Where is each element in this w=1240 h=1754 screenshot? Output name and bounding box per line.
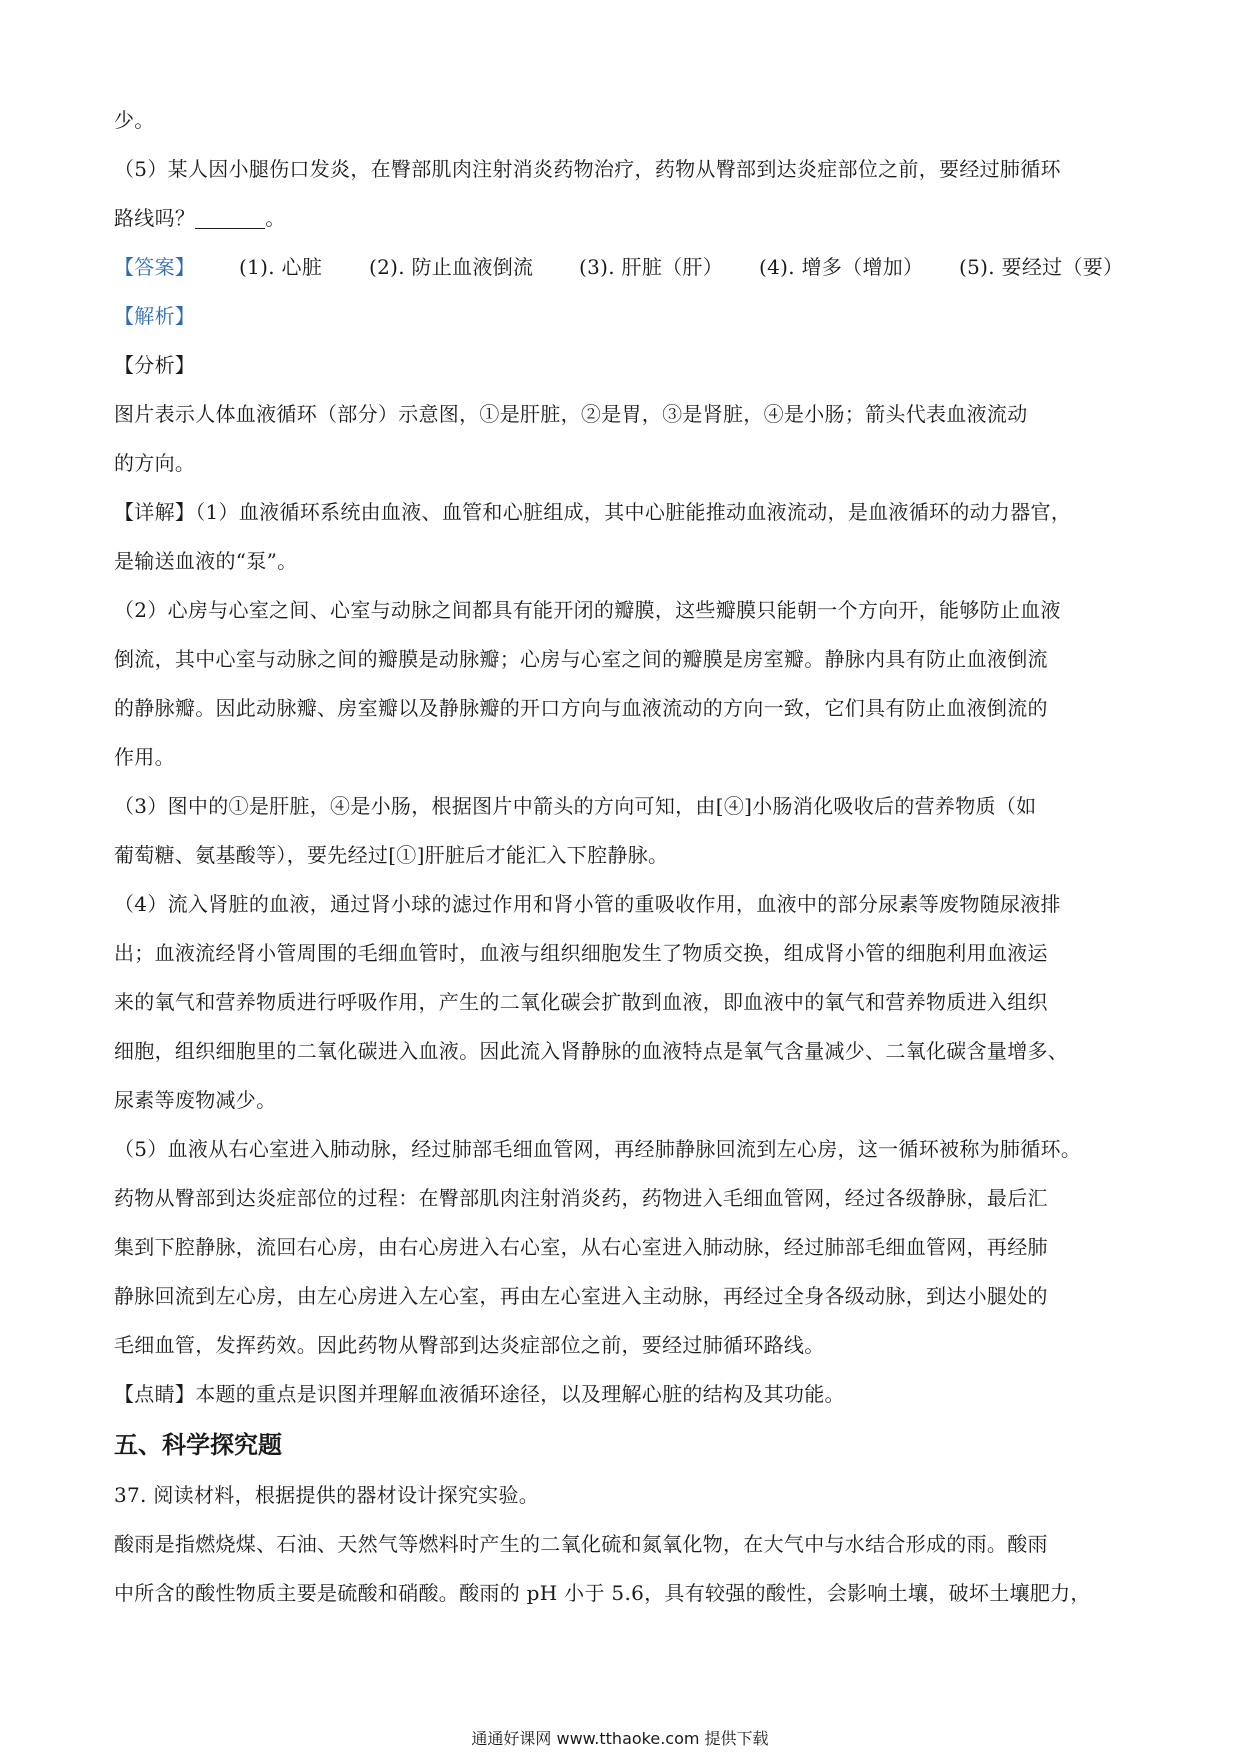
text-line: 出；血液流经肾小管周围的毛细血管时，血液与组织细胞发生了物质交换，组成肾小管的细胞利用血液运 <box>114 941 1048 965</box>
answer-item: (1). 心脏 <box>239 255 323 279</box>
text-line: （5）血液从右心室进入肺动脉，经过肺部毛细血管网，再经肺静脉回流到左心房，这一循环被称为肺循环。 <box>114 1137 1082 1161</box>
text-line: （3）图中的①是肝脏，④是小肠，根据图片中箭头的方向可知，由[④]小肠消化吸收后的营养物质（如 <box>114 794 1037 818</box>
page-footer: 通通好课网 www.tthaoke.com 提供下载 <box>471 1729 769 1748</box>
text-line: 作用。 <box>114 745 175 769</box>
text-line: （4）流入肾脏的血液，通过肾小球的滤过作用和肾小管的重吸收作用，血液中的部分尿素等废物随尿液排 <box>114 892 1061 916</box>
text-line: 少。 <box>114 108 155 132</box>
answer-item: (3). 肝脏（肝） <box>579 255 724 279</box>
text-line: 尿素等废物减少。 <box>114 1088 277 1112</box>
jiexi-tag: 【解析】 <box>114 304 196 328</box>
answer-item: (5). 要经过（要） <box>959 255 1124 279</box>
document-page <box>114 96 1126 1618</box>
text-line: 葡萄糖、氨基酸等），要先经过[①]肝脏后才能汇入下腔静脉。 <box>114 843 669 867</box>
fenxi-tag: 【分析】 <box>114 353 196 377</box>
text-line: 【详解】（1）血液循环系统由血液、血管和心脏组成，其中心脏能推动血液流动，是血液循环的动力器官， <box>114 500 1072 524</box>
text-line: 来的氧气和营养物质进行呼吸作用，产生的二氧化碳会扩散到血液，即血液中的氧气和营养物质进入组织 <box>114 990 1048 1014</box>
text-line: 静脉回流到左心房，由左心房进入左心室，再由左心室进入主动脉，再经过全身各级动脉，到达小腿处的 <box>114 1284 1048 1308</box>
text-line: 是输送血液的“泵”。 <box>114 549 298 573</box>
text-line <box>114 194 1126 243</box>
text-line: 毛细血管，发挥药效。因此药物从臀部到达炎症部位之前，要经过肺循环路线。 <box>114 1333 825 1357</box>
text-line: 37. 阅读材料，根据提供的器材设计探究实验。 <box>114 1483 540 1507</box>
text-line: 的方向。 <box>114 451 196 475</box>
text-line: 酸雨是指燃烧煤、石油、天然气等燃料时产生的二氧化硫和氮氧化物，在大气中与水结合形成的雨。酸雨 <box>114 1532 1048 1556</box>
answer-item: (2). 防止血液倒流 <box>369 255 534 279</box>
text-line: 中所含的酸性物质主要是硫酸和硝酸。酸雨的 pH 小于 5.6，具有较强的酸性，会影响土壤，破坏土壤肥力， <box>114 1581 1091 1605</box>
text-line: 集到下腔静脉，流回右心房，由右心房进入右心室，从右心室进入肺动脉，经过肺部毛细血管网，再经肺 <box>114 1235 1048 1259</box>
text-line: 倒流，其中心室与动脉之间的瓣膜是动脉瓣；心房与心室之间的瓣膜是房室瓣。静脉内具有防止血液倒流 <box>114 647 1048 671</box>
text-line: 细胞，组织细胞里的二氧化碳进入血液。因此流入肾静脉的血液特点是氧气含量减少、二氧化碳含量增多、 <box>114 1039 1069 1063</box>
text-line: 【点睛】本题的重点是识图并理解血液循环途径，以及理解心脏的结构及其功能。 <box>114 1382 845 1406</box>
text-line: 药物从臀部到达炎症部位的过程：在臀部肌肉注射消炎药，药物进入毛细血管网，经过各级静脉，最后汇 <box>114 1186 1048 1210</box>
text-span: 路线吗？ <box>114 206 196 230</box>
text-span: 。 <box>265 206 286 230</box>
answer-row <box>114 243 1126 292</box>
answer-blank <box>195 204 265 229</box>
answer-item: (4). 增多（增加） <box>759 255 924 279</box>
text-line: 图片表示人体血液循环（部分）示意图，①是肝脏，②是胃，③是肾脏，④是小肠；箭头代表血液流动 <box>114 402 1028 426</box>
text-line: （2）心房与心室之间、心室与动脉之间都具有能开闭的瓣膜，这些瓣膜只能朝一个方向开，能够防止血液 <box>114 598 1061 622</box>
section-title: 五、科学探究题 <box>114 1430 282 1459</box>
text-line: （5）某人因小腿伤口发炎，在臀部肌肉注射消炎药物治疗，药物从臀部到达炎症部位之前，要经过肺循环 <box>114 157 1061 181</box>
answer-tag: 【答案】 <box>114 255 196 279</box>
text-line: 的静脉瓣。因此动脉瓣、房室瓣以及静脉瓣的开口方向与血液流动的方向一致，它们具有防止血液倒流的 <box>114 696 1048 720</box>
